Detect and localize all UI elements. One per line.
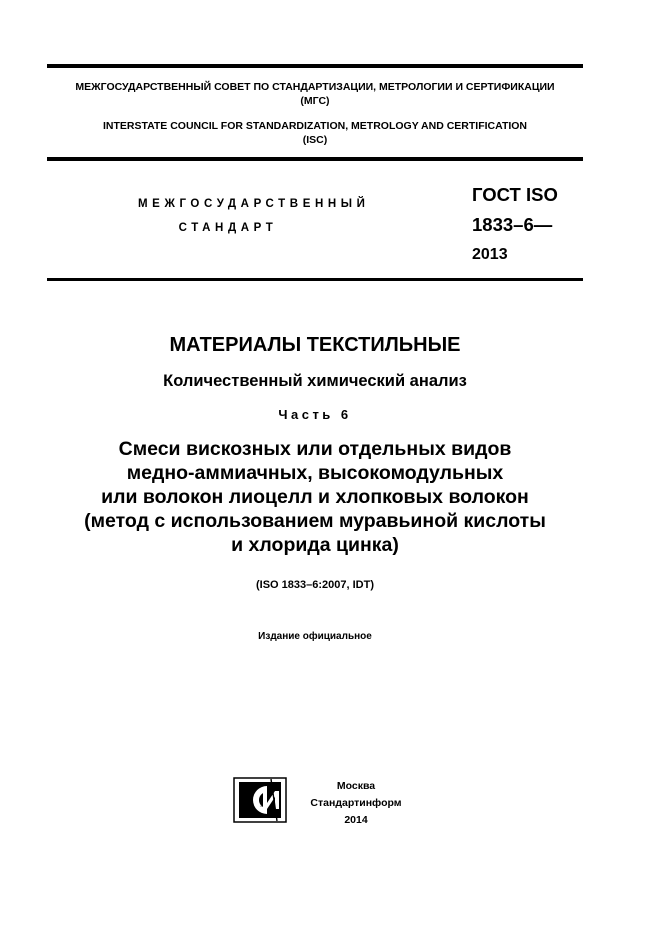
iso-reference: (ISO 1833–6:2007, IDT): [255, 579, 374, 591]
part-title: [47, 437, 583, 557]
council-ru: [47, 80, 583, 108]
council-ru-name: МЕЖГОСУДАРСТВЕННЫЙ СОВЕТ ПО СТАНДАРТИЗАЦИИ, МЕТРОЛОГИИ И СЕРТИФИКАЦИИ: [75, 81, 555, 93]
council-en-name: INTERSTATE COUNCIL FOR STANDARDIZATION, METROLOGY AND CERTIFICATION: [102, 120, 528, 132]
publisher-year: 2014: [344, 814, 368, 826]
standard-type-line1: МЕЖГОСУДАРСТВЕННЫЙ: [138, 198, 370, 210]
part-title-line: медно-аммиачных, высокомодульных: [126, 462, 504, 484]
standartinform-logo-icon: [233, 777, 287, 823]
logo-text: СИ: [260, 806, 263, 808]
council-en: [47, 119, 583, 147]
part-title-line: и хлорида цинка): [231, 534, 399, 556]
gost-line1: ГОСТ ISO: [472, 184, 558, 205]
part-title-line: Смеси вискозных или отдельных видов: [118, 438, 512, 460]
publisher-city: Москва: [336, 780, 376, 792]
part-title-line: или волокон лиоцелл и хлопковых волокон: [101, 486, 529, 508]
gost-designation: [472, 180, 558, 270]
council-ru-abbr: (МГС): [300, 95, 330, 107]
publisher-block: [296, 778, 416, 829]
part-title-line: (метод с использованием муравьиной кислоты: [84, 510, 546, 532]
council-en-abbr: (ISC): [302, 134, 328, 146]
document-subtitle: Количественный химический анализ: [163, 372, 467, 390]
part-number: Часть 6: [278, 407, 352, 422]
document-title: МАТЕРИАЛЫ ТЕКСТИЛЬНЫЕ: [169, 334, 461, 356]
publisher-name: Стандартинформ: [310, 797, 402, 809]
gost-line2: 1833–6—: [472, 214, 553, 235]
header-bottom-rule: [47, 157, 583, 161]
edition-note: Издание официальное: [258, 631, 372, 642]
standard-bottom-rule: [47, 278, 583, 281]
gost-line3: 2013: [472, 246, 508, 263]
top-rule: [47, 64, 583, 68]
standard-type-line2: СТАНДАРТ: [178, 222, 278, 234]
